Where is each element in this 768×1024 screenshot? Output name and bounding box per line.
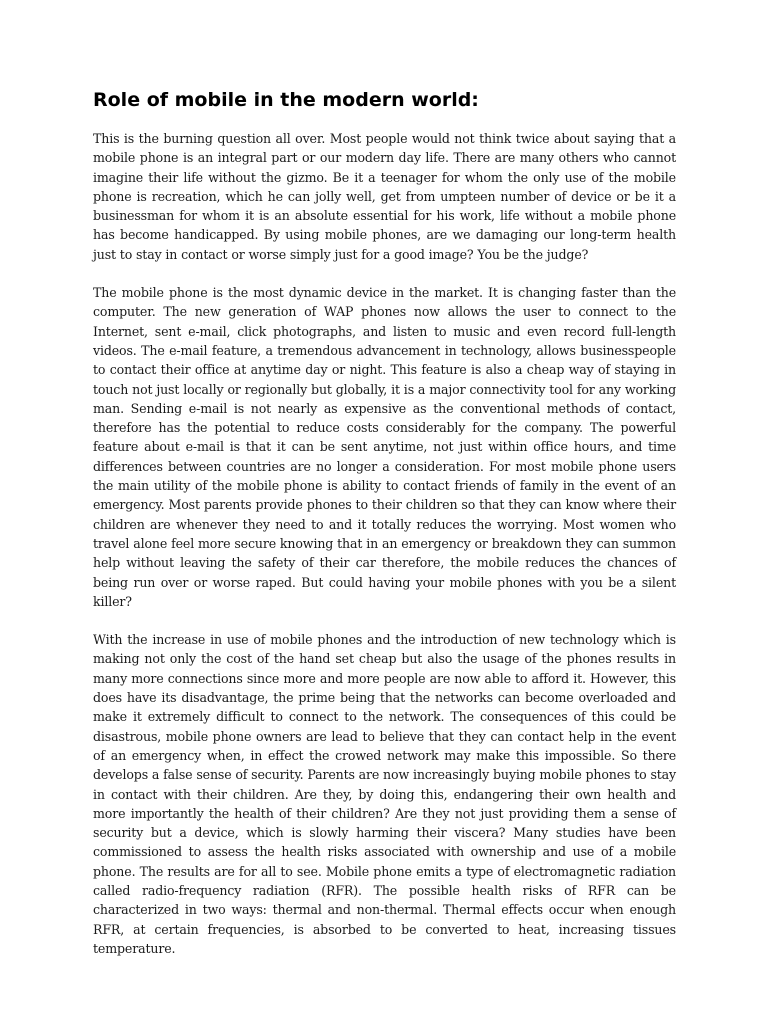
document-page bbox=[93, 88, 676, 977]
paragraph-1: This is the burning question all over. Most people would not think twice about saying that a mobile phone is an integral part or our modern day life. There are many others who cannot imagine their life without the gizmo. Be it a teenager for whom the only use of the mobile phone is recreation, which he can jolly well, get from umpteen number of device or be it a businessman for whom it is an absolute essential for his work, life without a mobile phone has become handicapped. By using mobile phones, are we damaging our long-term health just to stay in contact or worse simply just for a good image? You be the judge? bbox=[93, 131, 676, 262]
paragraph-2: The mobile phone is the most dynamic device in the market. It is changing faster than the computer. The new generation of WAP phones now allows the user to connect to the Internet, sent e-mail, click photographs, and listen to music and even record full-length videos. The e-mail feature, a tremendous advancement in technology, allows businesspeople to contact their office at anytime day or night. This feature is also a cheap way of staying in touch not just locally or regionally but globally, it is a major connectivity tool for any working man. Sending e-mail is not nearly as expensive as the conventional methods of contact, therefore has the potential to reduce costs considerably for the company. The powerful feature about e-mail is that it can be sent anytime, not just within office hours, and time differences between countries are no longer a consideration. For most mobile phone users the main utility of the mobile phone is ability to contact friends of family in the event of an emergency. Most parents provide phones to their children so that they can know where their children are whenever they need to and it totally reduces the worrying. Most women who travel alone feel more secure knowing that in an emergency or breakdown they can summon help without leaving the safety of their car therefore, the mobile reduces the chances of being run over or worse raped. But could having your mobile phones with you be a silent killer? bbox=[93, 285, 676, 609]
document-title: Role of mobile in the modern world: bbox=[93, 89, 479, 111]
paragraph-3: With the increase in use of mobile phones and the introduction of new technology which is making not only the cost of the hand set cheap but also the usage of the phones results in many more connections since more and more people are now able to afford it. However, this does have its disadvantage, the prime being that the networks can become overloaded and make it extremely difficult to connect to the network. The consequences of this could be disastrous, mobile phone owners are lead to believe that they can contact help in the event of an emergency when, in effect the crowed network may make this impossible. So there develops a false sense of security. Parents are now increasingly buying mobile phones to stay in contact with their children. Are they, by doing this, endangering their own health and more importantly the health of their children? Are they not just providing them a sense of security but a device, which is slowly harming their viscera? Many studies have been commissioned to assess the health risks associated with ownership and use of a mobile phone. The results are for all to see. Mobile phone emits a type of electromagnetic radiation called radio-frequency radiation (RFR). The possible health risks of RFR can be characterized in two ways: thermal and non-thermal. Thermal effects occur when enough RFR, at certain frequencies, is absorbed to be converted to heat, increasing tissues temperature. bbox=[93, 632, 676, 956]
